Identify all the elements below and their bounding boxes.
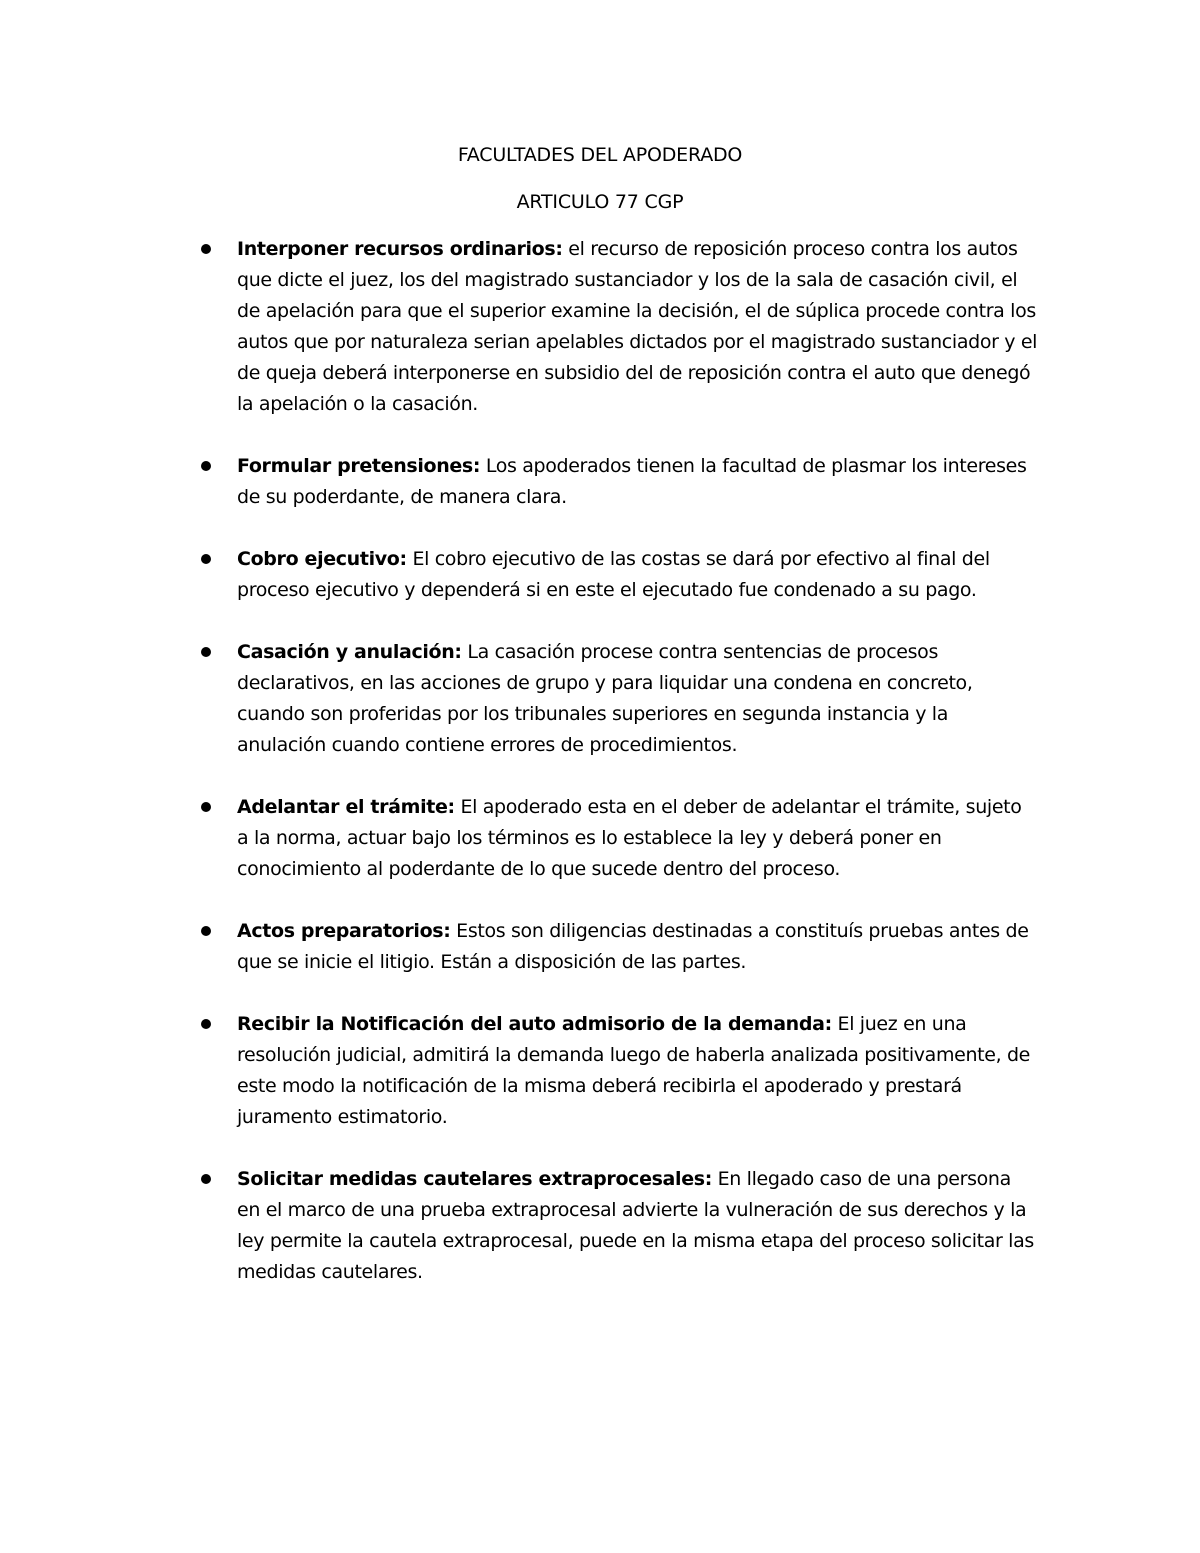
item-text: La casación procese contra sentencias de procesos declarativos, en las acciones de grupo y para liquidar una condena en concreto, cuando son proferidas por los tribunales superiores en segunda instancia y la anulación cuando contiene errores de procedimientos. xyxy=(237,641,973,756)
item-text: El cobro ejecutivo de las costas se dará por efectivo al final del proceso ejecutivo y dependerá si en este el ejecutado fue condenado a su pago. xyxy=(237,548,990,601)
item-text: el recurso de reposición proceso contra los autos que dicte el juez, los del magistrado sustanciador y los de la sala de casación civil, el de apelación para que el superior examine la decisión, el de súplica procede contra los autos que por naturaleza serian apelables dictados por el magistrado sustanciador y el de queja deberá interponerse en subsidio del de reposición contra el auto que denegó la apelación o la casación. xyxy=(237,238,1038,415)
item-text: Los apoderados tienen la facultad de plasmar los intereses de su poderdante, de manera clara. xyxy=(237,455,1027,508)
item-text: Estos son diligencias destinadas a constituís pruebas antes de que se inicie el litigio. Están a disposición de las partes. xyxy=(237,920,1029,973)
bullet-icon xyxy=(201,1174,211,1184)
item-text: En llegado caso de una persona en el marco de una prueba extraprocesal advierte la vulneración de sus derechos y la ley permite la cautela extraprocesal, puede en la misma etapa del proceso solicitar las medidas cautelares. xyxy=(237,1168,1034,1283)
list-item xyxy=(200,234,1038,420)
list-item xyxy=(200,792,1038,885)
bullet-icon xyxy=(201,244,211,254)
item-term: Interponer recursos ordinarios: xyxy=(237,238,563,260)
list-item xyxy=(200,916,1038,978)
item-term: Cobro ejecutivo: xyxy=(237,548,407,570)
item-term: Casación y anulación: xyxy=(237,641,462,663)
list-item xyxy=(200,451,1038,513)
bullet-icon xyxy=(201,1019,211,1029)
list-item xyxy=(200,544,1038,606)
list-item xyxy=(200,1009,1038,1133)
item-term: Actos preparatorios: xyxy=(237,920,451,942)
list-item xyxy=(200,1164,1038,1288)
bullet-icon xyxy=(201,554,211,564)
document-title: FACULTADES DEL APODERADO xyxy=(457,144,743,166)
list-item xyxy=(200,637,1038,761)
bullet-icon xyxy=(201,461,211,471)
item-term: Solicitar medidas cautelares extraprocesales: xyxy=(237,1168,712,1190)
item-text: El juez en una resolución judicial, admitirá la demanda luego de haberla analizada positivamente, de este modo la notificación de la misma deberá recibirla el apoderado y prestará juramento estimatorio. xyxy=(237,1013,1031,1128)
bullet-icon xyxy=(201,647,211,657)
item-term: Adelantar el trámite: xyxy=(237,796,455,818)
item-term: Formular pretensiones: xyxy=(237,455,481,477)
facultades-list xyxy=(200,234,1038,1319)
document-subtitle: ARTICULO 77 CGP xyxy=(516,191,684,213)
item-text: El apoderado esta en el deber de adelantar el trámite, sujeto a la norma, actuar bajo los términos es lo establece la ley y deberá poner en conocimiento al poderdante de lo que sucede dentro del proceso. xyxy=(237,796,1022,880)
item-term: Recibir la Notificación del auto admisorio de la demanda: xyxy=(237,1013,832,1035)
bullet-icon xyxy=(201,802,211,812)
bullet-icon xyxy=(201,926,211,936)
